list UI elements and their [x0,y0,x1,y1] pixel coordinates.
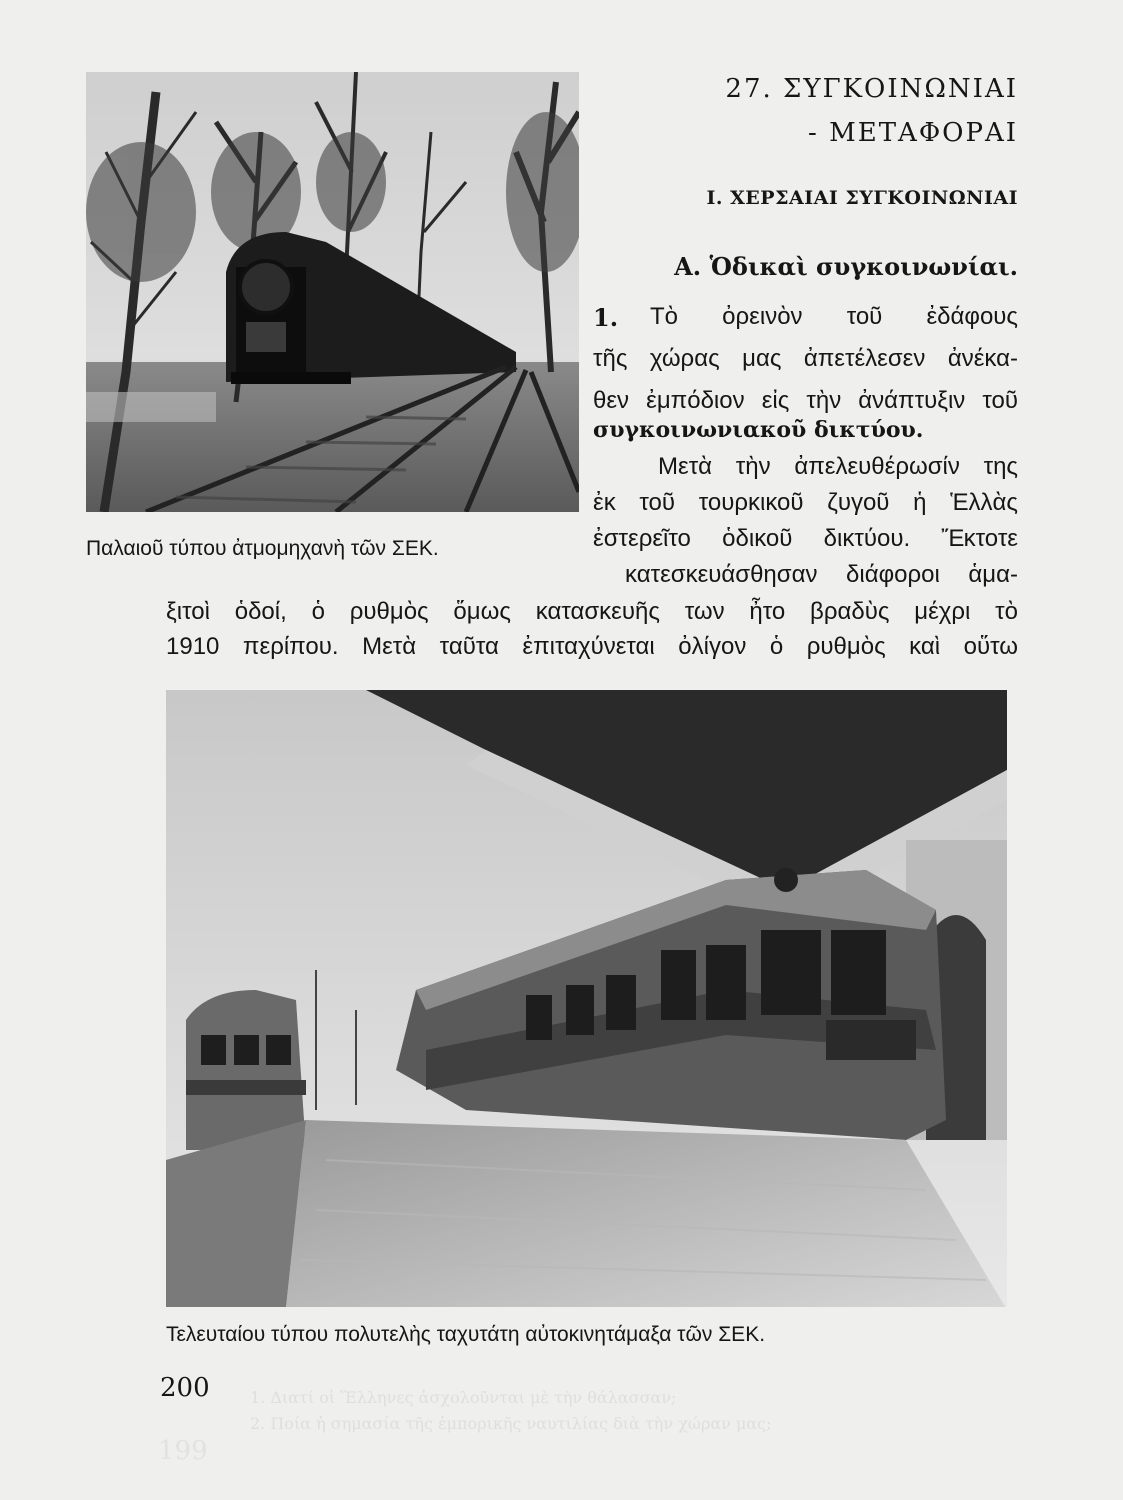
subsection-heading: Α. Ὁδικαὶ συγκοινωνίαι. [674,252,1018,281]
paragraph-line: 1910 περίπου. Μετὰ ταῦτα ἐπιταχύνεται ὀλίγον ὁ ρυθμὸς καὶ οὕτω [166,633,1018,660]
paragraph-line: τῆς χώρας μας ἀπετέλεσεν ἀνέκα- [593,345,1018,372]
figure-caption: Τελευταίου τύπου πολυτελὴς ταχυτάτη αὐτοκινητάμαξα τῶν ΣΕΚ. [166,1323,766,1346]
page-number: 200 [160,1373,210,1403]
show-through-line: 2. Ποία ἡ σημασία τῆς ἐμπορικῆς ναυτιλίας διὰ τὴν χώραν μας; [250,1414,772,1433]
steam-locomotive-photo [86,72,579,512]
show-through-line: 1. Διατί οἱ Ἕλληνες ἀσχολοῦνται μὲ τὴν θάλασσαν; [250,1388,677,1407]
paragraph-line: ἐστερεῖτο ὁδικοῦ δικτύου. Ἔκτοτε [593,525,1018,552]
show-through-page-number: 199 [158,1436,208,1466]
railcar-photo [166,690,1007,1307]
paragraph-line: θεν ἐμπόδιον εἰς τὴν ἀνάπτυξιν τοῦ [593,387,1018,414]
figure-caption: Παλαιοῦ τύπου ἀτμομηχανὴ τῶν ΣΕΚ. [86,537,439,560]
chapter-title-continued: - ΜΕΤΑΦΟΡΑΙ [808,118,1018,148]
paragraph-line: 1. Τὸ ὀρεινὸν τοῦ ἐδάφους [593,303,1018,332]
paragraph-line: Μετὰ τὴν ἀπελευθέρωσίν της [658,453,1018,480]
paragraph-line: ἐκ τοῦ τουρκικοῦ ζυγοῦ ἡ Ἑλλὰς [593,489,1018,516]
paragraph-line: ξιτοὶ ὁδοί, ὁ ρυθμὸς ὅμως κατασκευῆς των ἦτο βραδὺς μέχρι τὸ [166,598,1018,625]
paragraph-line: κατεσκευάσθησαν διάφοροι ἁμα- [625,561,1018,588]
chapter-title: 27. ΣΥΓΚΟΙΝΩΝΙΑΙ [725,74,1018,104]
paragraph-number: 1. [593,303,619,332]
section-heading: Ι. ΧΕΡΣΑΙΑΙ ΣΥΓΚΟΙΝΩΝΙΑΙ [706,187,1018,209]
paragraph-bold-phrase: συγκοινωνιακοῦ δικτύου. [593,417,924,443]
